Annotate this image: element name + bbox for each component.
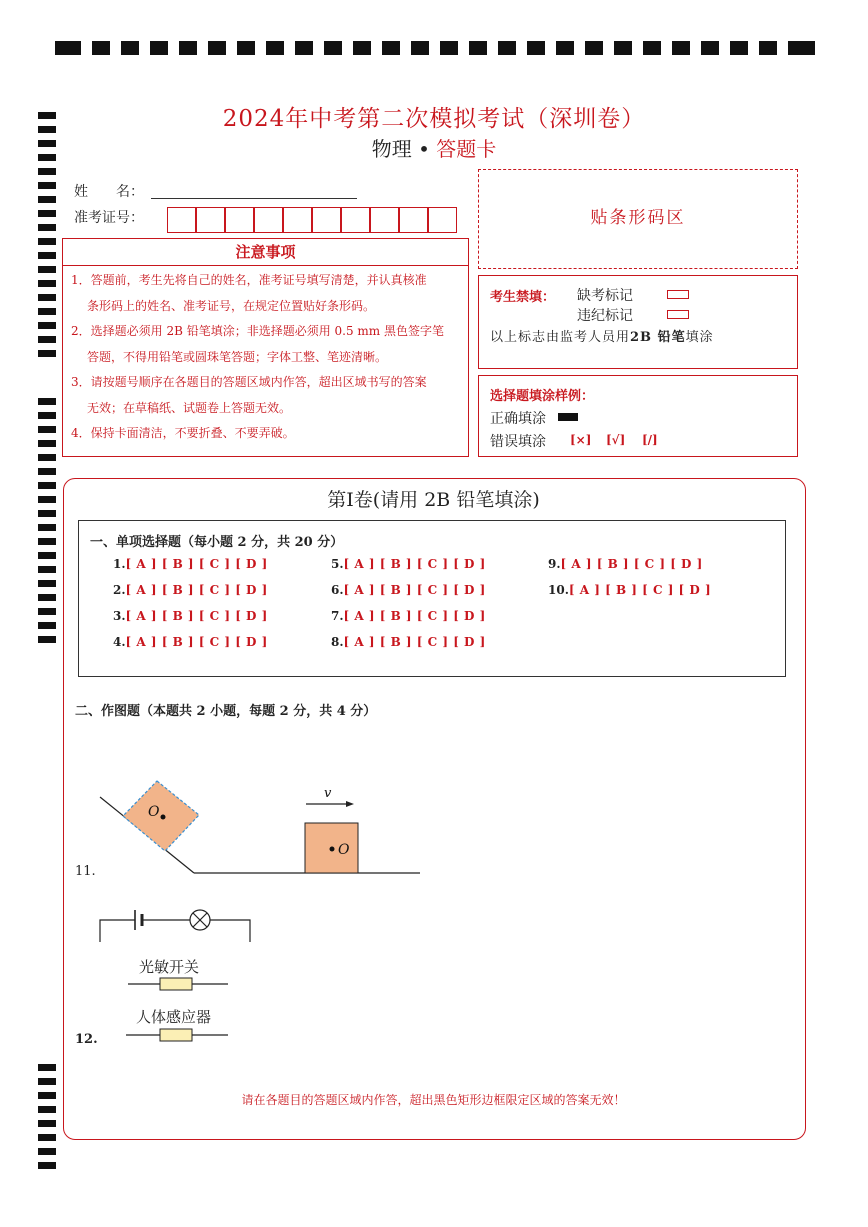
- answer-card-label: 答题卡: [436, 137, 497, 161]
- forbidden-label: 考生禁填：: [490, 290, 556, 305]
- answer-options[interactable]: [ A ] [ B ] [ C ] [ D ]: [343, 583, 486, 597]
- question-3[interactable]: [113, 609, 268, 623]
- wrong-mark-x: [×]: [570, 433, 592, 447]
- answer-options[interactable]: [ A ] [ B ] [ C ] [ D ]: [343, 635, 486, 649]
- question-number: 2.: [113, 583, 126, 597]
- question-8[interactable]: [331, 635, 486, 649]
- barcode-label: 贴条形码区: [590, 208, 686, 228]
- mc-title: 一、单项选择题（每小题 2 分，共 20 分）: [90, 535, 344, 550]
- notice-heading: 注意事项: [63, 239, 468, 266]
- top-alignment-marks: [55, 41, 815, 55]
- incline-block-label: O: [148, 804, 160, 820]
- forbidden-note-pre: 以上标志由监考人员用: [490, 330, 631, 345]
- examiner-only-box: [478, 275, 798, 369]
- question-2[interactable]: [113, 583, 268, 597]
- correct-fill-mark: [558, 413, 578, 421]
- notice-line: 无效；在草稿纸、试题卷上答题无效。: [87, 400, 292, 415]
- question-number: 10.: [548, 583, 569, 597]
- light-switch-label: 光敏开关: [139, 958, 200, 976]
- subtitle-dot: •: [418, 137, 430, 161]
- human-sensor-resistor: [160, 1029, 192, 1041]
- subtitle: [0, 133, 868, 162]
- velocity-arrowhead: [346, 801, 354, 807]
- notice-line: 2．选择题必须用 2B 铅笔填涂；非选择题必须用 0.5 mm 黑色签字笔: [71, 324, 445, 338]
- forbidden-note-bold: 2B 铅笔: [630, 330, 686, 345]
- notice-line: 条形码上的姓名、准考证号，在规定位置贴好条形码。: [87, 298, 376, 313]
- question-number: 8.: [331, 635, 344, 649]
- question-6[interactable]: [331, 583, 486, 597]
- notice-line: 1．答题前，考生先将自己的姓名，准考证号填写清楚，并认真核准: [71, 273, 427, 287]
- forbidden-note-post: 填涂: [685, 330, 714, 345]
- question-number: 4.: [113, 635, 126, 649]
- section1-title: 第Ⅰ卷(请用 2B 铅笔填涂): [327, 489, 540, 511]
- incline-block-center: [161, 815, 166, 820]
- absent-mark[interactable]: [667, 290, 689, 299]
- q11-label: 11.: [75, 864, 96, 879]
- section2-title: 二、作图题（本题共 2 小题，每题 2 分，共 4 分）: [75, 704, 377, 719]
- q12-label: 12.: [75, 1032, 98, 1047]
- velocity-label: v: [324, 786, 332, 801]
- human-sensor-label: 人体感应器: [136, 1008, 212, 1026]
- answer-options[interactable]: [ A ] [ B ] [ C ] [ D ]: [560, 557, 703, 571]
- fill-example-box: [478, 375, 798, 457]
- answer-options[interactable]: [ A ] [ B ] [ C ] [ D ]: [343, 557, 486, 571]
- figure-11: [90, 770, 430, 880]
- barcode-area: [478, 169, 798, 269]
- absent-label: 缺考标记: [577, 288, 633, 304]
- wrong-mark-slash: [/]: [642, 433, 658, 447]
- answer-options[interactable]: [ A ] [ B ] [ C ] [ D ]: [125, 609, 268, 623]
- wrong-mark-check: [√]: [606, 433, 626, 447]
- question-number: 7.: [331, 609, 344, 623]
- notice-line: 4．保持卡面清洁，不要折叠、不要弄破。: [71, 426, 295, 440]
- answer-options[interactable]: [ A ] [ B ] [ C ] [ D ]: [343, 609, 486, 623]
- question-number: 9.: [548, 557, 561, 571]
- question-10[interactable]: [548, 583, 711, 597]
- answer-options[interactable]: [ A ] [ B ] [ C ] [ D ]: [568, 583, 712, 597]
- notice-line: 答题，不得用铅笔或圆珠笔答题；字体工整、笔迹清晰。: [87, 349, 388, 364]
- forbidden-note: [490, 326, 714, 345]
- light-switch-resistor: [160, 978, 192, 990]
- question-9[interactable]: [548, 557, 703, 571]
- id-label: 准考证号：: [74, 210, 144, 226]
- footer-note: 请在各题目的答题区域内作答，超出黑色矩形边框限定区域的答案无效！: [241, 1093, 626, 1107]
- ground-block-label: O: [338, 842, 350, 858]
- question-number: 5.: [331, 557, 344, 571]
- ground-block-center: [330, 847, 335, 852]
- question-7[interactable]: [331, 609, 486, 623]
- notice-line: 3．请按题号顺序在各题目的答题区域内作答，超出区域书写的答案: [71, 375, 427, 389]
- question-1[interactable]: [113, 557, 268, 571]
- wrong-fill-label: 错误填涂: [490, 434, 546, 450]
- subject: 物理: [371, 137, 412, 161]
- notice-box: [62, 238, 469, 457]
- answer-options[interactable]: [ A ] [ B ] [ C ] [ D ]: [125, 635, 268, 649]
- exam-title: 2024年中考第二次模拟考试（深圳卷）: [222, 106, 646, 132]
- answer-options[interactable]: [ A ] [ B ] [ C ] [ D ]: [125, 557, 268, 571]
- violation-mark[interactable]: [667, 310, 689, 319]
- violation-label: 违纪标记: [577, 308, 633, 324]
- question-5[interactable]: [331, 557, 486, 571]
- correct-fill-label: 正确填涂: [490, 411, 546, 427]
- name-field[interactable]: [151, 198, 357, 199]
- exam-id-boxes[interactable]: [167, 207, 457, 233]
- fill-example-label: 选择题填涂样例：: [490, 389, 595, 404]
- name-label: 姓 名：: [74, 184, 144, 200]
- question-number: 3.: [113, 609, 126, 623]
- question-number: 6.: [331, 583, 344, 597]
- question-4[interactable]: [113, 635, 268, 649]
- answer-options[interactable]: [ A ] [ B ] [ C ] [ D ]: [125, 583, 268, 597]
- question-number: 1.: [113, 557, 126, 571]
